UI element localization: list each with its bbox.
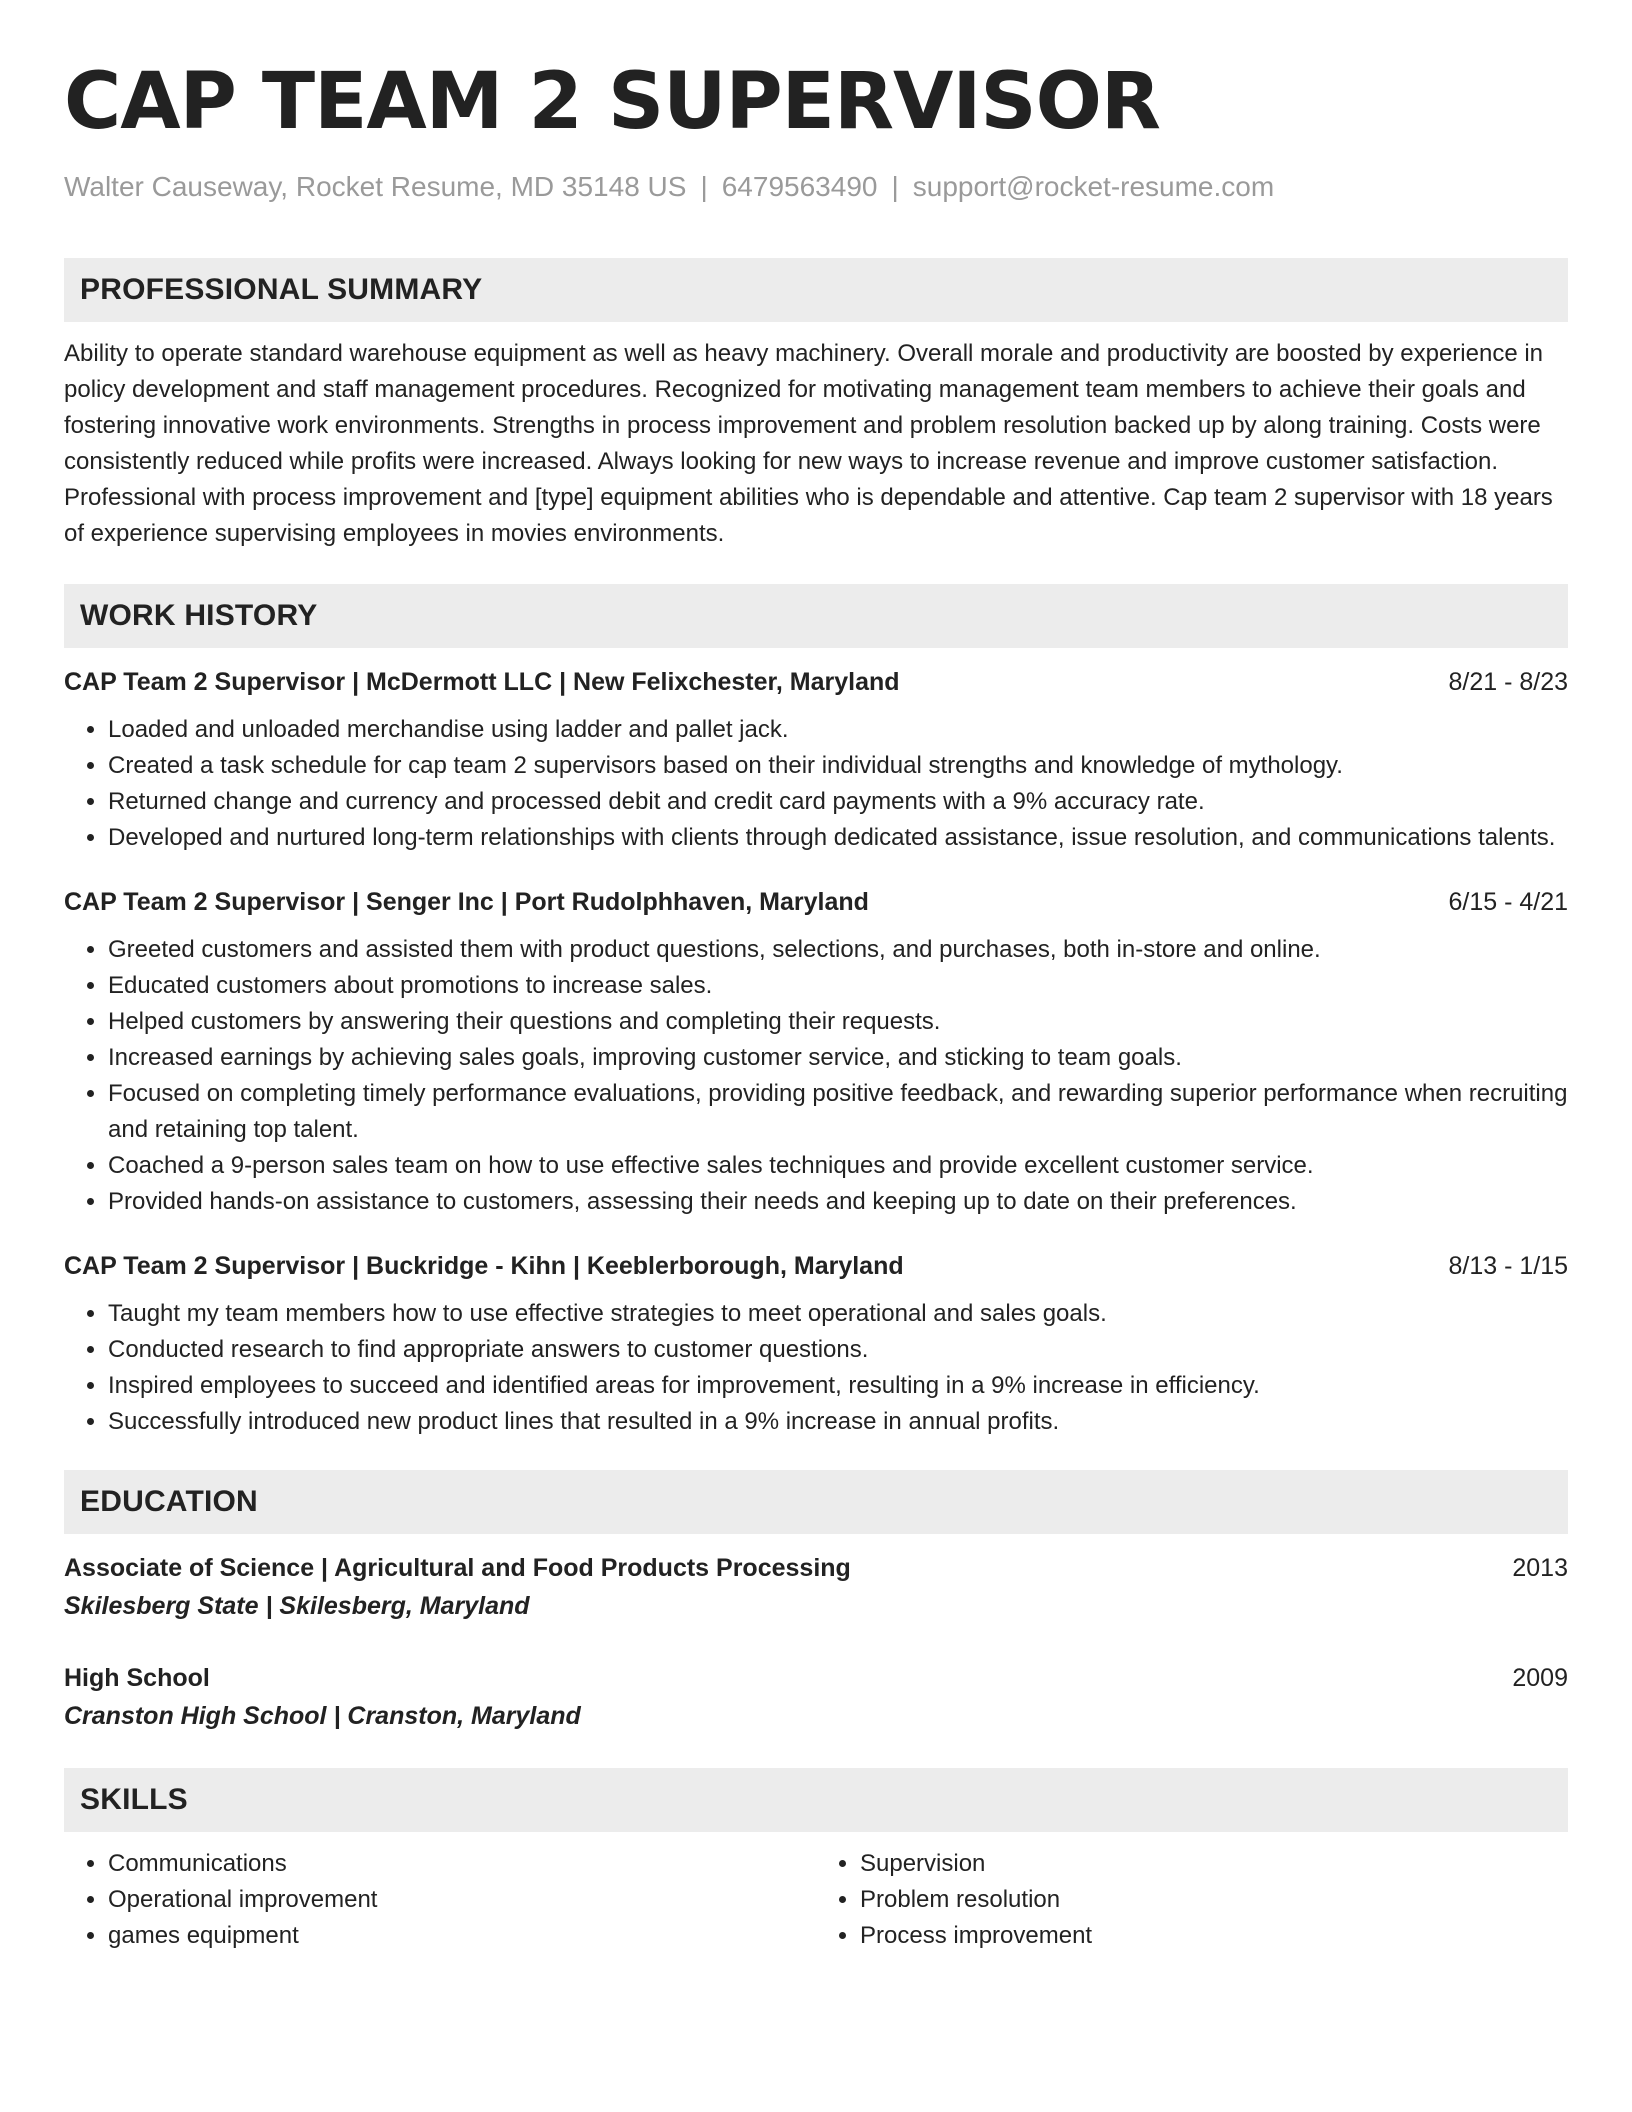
job-bullet: • Developed and nurtured long-term relationships with clients through dedicated assistance, issue resolution, and communications talents. [108, 820, 1568, 856]
job-header [64, 664, 1568, 700]
job-dates: 8/21 - 8/23 [1448, 668, 1568, 696]
contact-address: Walter Causeway, Rocket Resume, MD 35148 US [64, 171, 687, 202]
section-header-skills: SKILLS [64, 1768, 1568, 1832]
job-bullet: • Helped customers by answering their questions and completing their requests. [108, 1004, 1568, 1040]
education-year: 2013 [1512, 1554, 1568, 1582]
job-entry [64, 1248, 1568, 1440]
job-header [64, 884, 1568, 920]
contact-email: support@rocket-resume.com [912, 171, 1275, 202]
job-heading: CAP Team 2 Supervisor | Senger Inc | Port Rudolphhaven, Maryland [64, 888, 869, 916]
job-entry [64, 884, 1568, 1220]
summary-text: Ability to operate standard warehouse equipment as well as heavy machinery. Overall morale and productivity are boosted by experience in policy development and staff management procedures. Recognized for motivating management team members to achieve their goals and fostering innovative work environments. Strengths in process improvement and problem resolution backed up by along training. Costs were consistently reduced while profits were increased. Always looking for new ways to increase revenue and improve customer satisfaction. Professional with process improvement and [type] equipment abilities who is dependable and attentive. Cap team 2 supervisor with 18 years of experience supervising employees in movies environments. [64, 340, 1553, 547]
job-bullet-list [64, 932, 1568, 1220]
job-bullet: • Inspired employees to succeed and identified areas for improvement, resulting in a 9% increase in efficiency. [108, 1368, 1568, 1404]
contact-separator: | [700, 171, 708, 202]
section-header-education: EDUCATION [64, 1470, 1568, 1534]
skill-item: • Process improvement [860, 1918, 1568, 1954]
skills-list-left [64, 1846, 816, 1954]
education-entry [64, 1550, 1568, 1626]
contact-phone: 6479563490 [721, 171, 878, 202]
resume-name: CAP TEAM 2 SUPERVISOR [64, 57, 1160, 147]
job-bullet: • Conducted research to find appropriate answers to customer questions. [108, 1332, 1568, 1368]
job-bullet: • Created a task schedule for cap team 2 supervisors based on their individual strengths and knowledge of mythology. [108, 748, 1568, 784]
job-dates: 6/15 - 4/21 [1448, 888, 1568, 916]
job-header [64, 1248, 1568, 1284]
section-header-summary: PROFESSIONAL SUMMARY [64, 258, 1568, 322]
skill-item: • games equipment [108, 1918, 816, 1954]
job-bullet: • Returned change and currency and processed debit and credit card payments with a 9% accuracy rate. [108, 784, 1568, 820]
education-entry [64, 1660, 1568, 1736]
job-bullet: • Successfully introduced new product lines that resulted in a 9% increase in annual profits. [108, 1404, 1568, 1440]
education-header [64, 1550, 1568, 1586]
job-bullet: • Coached a 9-person sales team on how to use effective sales techniques and provide excellent customer service. [108, 1148, 1568, 1184]
skill-item: • Problem resolution [860, 1882, 1568, 1918]
education-header [64, 1660, 1568, 1696]
contact-separator: | [891, 171, 899, 202]
skills-list-right [816, 1846, 1568, 1954]
job-bullet: • Loaded and unloaded merchandise using ladder and pallet jack. [108, 712, 1568, 748]
skill-item: • Communications [108, 1846, 816, 1882]
job-bullet: • Provided hands-on assistance to customers, assessing their needs and keeping up to date on their preferences. [108, 1184, 1568, 1220]
job-bullet: • Taught my team members how to use effective strategies to meet operational and sales goals. [108, 1296, 1568, 1332]
job-entry [64, 664, 1568, 856]
job-bullet: • Focused on completing timely performance evaluations, providing positive feedback, and rewarding superior performance when recruiting and retaining top talent. [108, 1076, 1568, 1148]
job-bullet-list [64, 1296, 1568, 1440]
education-degree: High School [64, 1664, 210, 1692]
education-school: Cranston High School | Cranston, Maryland [64, 1702, 581, 1730]
skill-item: • Supervision [860, 1846, 1568, 1882]
job-heading: CAP Team 2 Supervisor | Buckridge - Kihn | Keeblerborough, Maryland [64, 1252, 904, 1280]
skills-columns [64, 1846, 1568, 1954]
skill-item: • Operational improvement [108, 1882, 816, 1918]
section-header-work-history: WORK HISTORY [64, 584, 1568, 648]
job-heading: CAP Team 2 Supervisor | McDermott LLC | New Felixchester, Maryland [64, 668, 900, 696]
job-bullet: • Greeted customers and assisted them with product questions, selections, and purchases, both in-store and online. [108, 932, 1568, 968]
job-bullet: • Educated customers about promotions to increase sales. [108, 968, 1568, 1004]
job-dates: 8/13 - 1/15 [1448, 1252, 1568, 1280]
job-bullet: • Increased earnings by achieving sales goals, improving customer service, and sticking to team goals. [108, 1040, 1568, 1076]
contact-line [64, 170, 1568, 204]
education-school: Skilesberg State | Skilesberg, Maryland [64, 1592, 530, 1620]
education-degree: Associate of Science | Agricultural and Food Products Processing [64, 1554, 851, 1582]
job-bullet-list [64, 712, 1568, 856]
education-year: 2009 [1512, 1664, 1568, 1692]
